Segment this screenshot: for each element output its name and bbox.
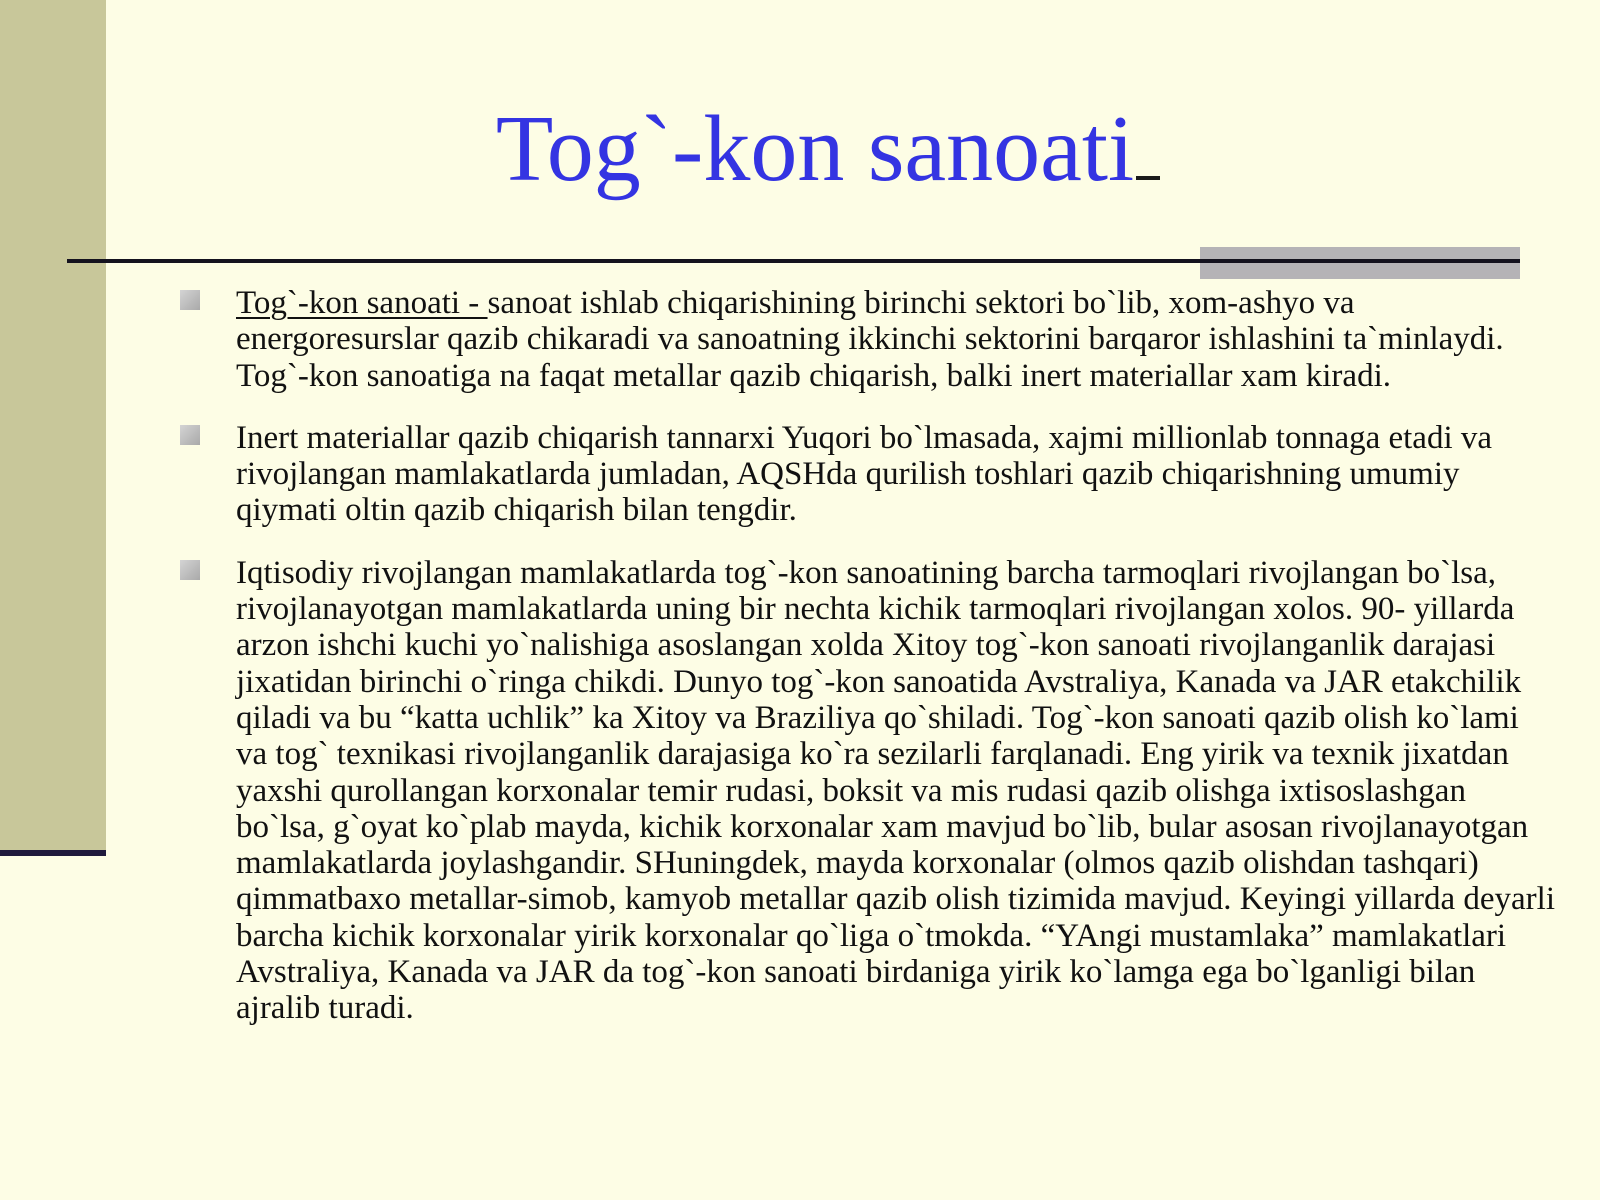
bullet-item-1 — [236, 285, 1556, 394]
decorative-gray-bar — [1200, 247, 1520, 279]
bullet-item-2 — [236, 420, 1556, 529]
title-underscore-mark — [1136, 176, 1160, 180]
square-bullet-icon — [180, 560, 200, 580]
square-bullet-icon — [180, 425, 200, 445]
title-divider-rule — [67, 259, 1520, 263]
bullet-text: Iqtisodiy rivojlangan mamlakatlarda tog`-kon sanoatining barcha tarmoqlari rivojlangan bo`lsa, rivojlanayotgan mamlakatlarda uning bir nechta kichik tarmoqlari rivojlangan xolos. 90- yillarda arzon ishchi kuchi yo`nalishiga asoslangan xolda Xitoy tog`-kon sanoati rivojlanganlik darajasi jixatidan birinchi o`ringa chikdi. Dunyo tog`-kon sanoatida Avstraliya, Kanada va JAR etakchilik qiladi va bu “katta uchlik” ka Xitoy va Braziliya qo`shiladi. Tog`-kon sanoati qazib olish ko`lami va tog` texnikasi rivojlanganlik darajasiga ko`ra sezilarli farqlanadi. Eng yirik va texnik jixatdan yaxshi qurollangan korxonalar temir rudasi, boksit va mis rudasi qazib olishga ixtisoslashgan bo`lsa, g`oyat ko`plab mayda, kichik korxonalar xam mavjud bo`lib, bular asosan rivojlanayotgan mamlakatlarda joylashgandir. SHuningdek, mayda korxonalar (olmos qazib olishdan tashqari) qimmatbaxo metallar-simob, kamyob metallar qazib olish tizimida mavjud. Keyingi yillarda deyarli barcha kichik korxonalar yirik korxonalar qo`liga o`tmokda. “YAngi mustamlaka” mamlakatlari Avstraliya, Kanada va JAR da tog`-kon sanoati birdaniga yirik ko`lamga ega bo`lganligi bilan ajralib turadi. — [236, 554, 1555, 1027]
slide-title-text: Tog`-kon sanoati — [495, 97, 1135, 201]
bullet-text: Inert materiallar qazib chiqarish tannarxi Yuqori bo`lmasada, xajmi millionlab tonnaga etadi va rivojlangan mamlakatlarda jumladan, AQSHda qurilish toshlari qazib chiqarishning umumiy qiymati oltin qazib chiqarish bilan tengdir. — [236, 419, 1493, 529]
side-band-underline — [0, 850, 106, 856]
bullet-item-3 — [236, 555, 1556, 1027]
bullet-text: sanoat ishlab chiqarishining birinchi sektori bo`lib, xom-ashyo va energoresurslar qazib chikaradi va sanoatning ikkinchi sektorini barqaror ishlashini ta`minlaydi. Tog`-kon sanoatiga na faqat metallar qazib chiqarish, balki inert materiallar xam kiradi. — [236, 285, 1504, 394]
bullet-list — [236, 285, 1556, 1053]
bullet-lead-term: Tog`-kon sanoati - — [236, 285, 488, 321]
square-bullet-icon — [180, 290, 200, 310]
slide-title — [0, 97, 1600, 201]
